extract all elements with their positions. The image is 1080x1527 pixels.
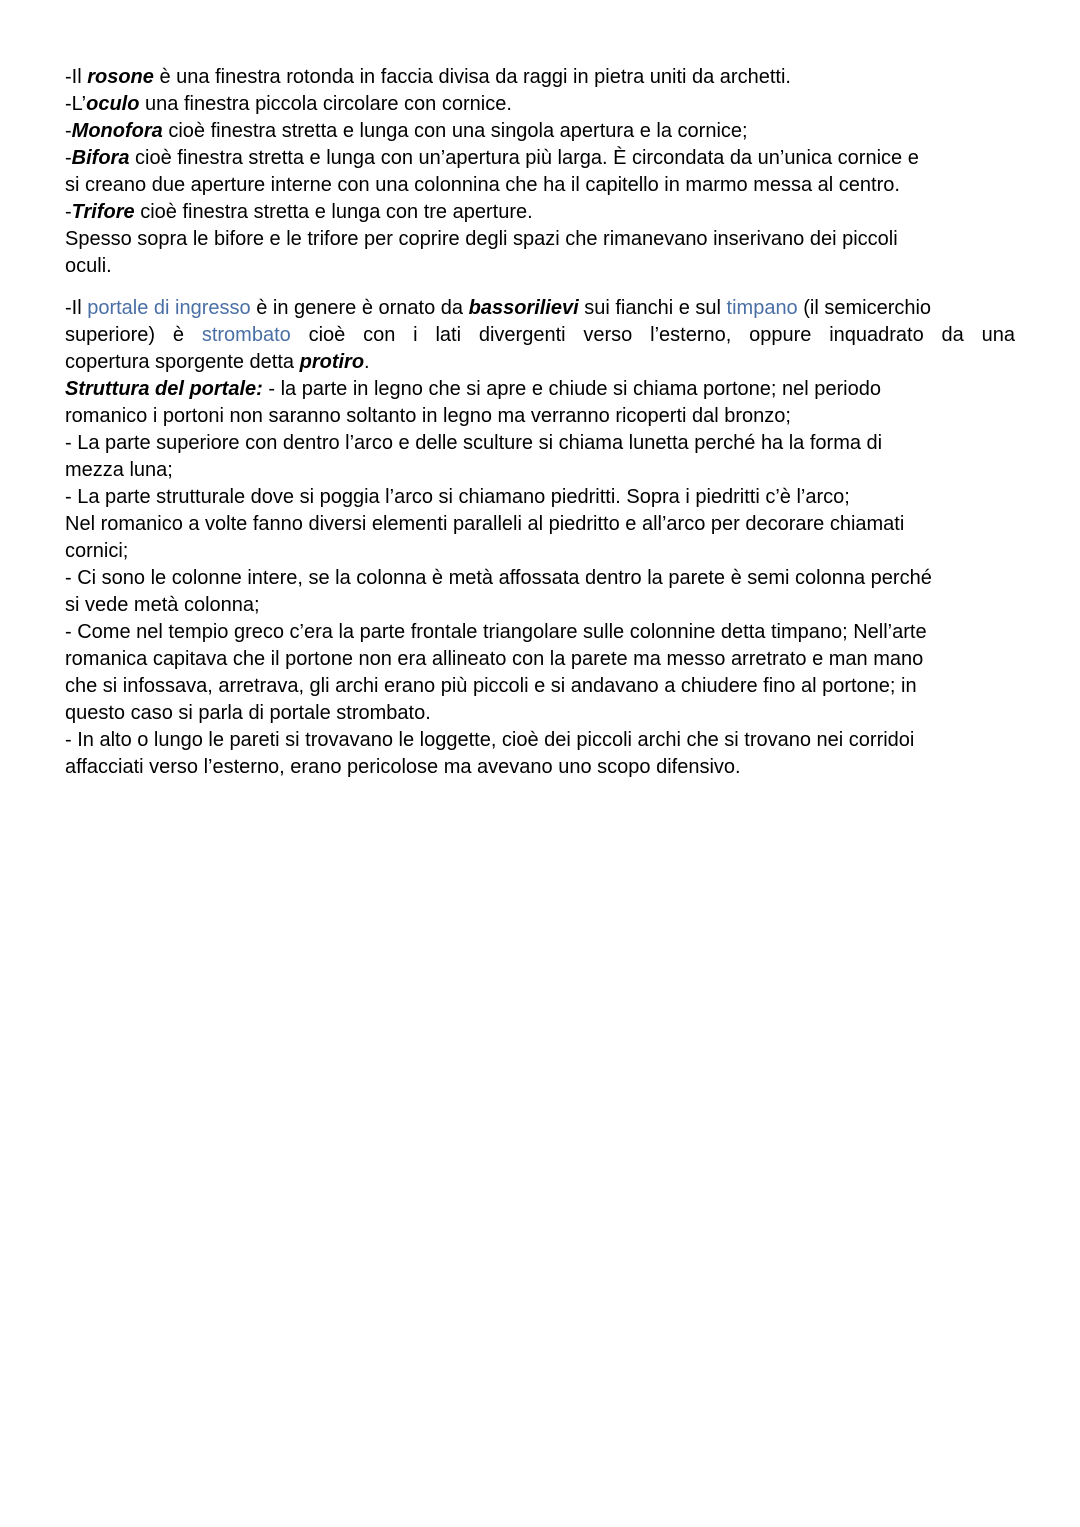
text-line: [65, 754, 1015, 781]
text-segment: (il semicerchio: [797, 297, 932, 319]
text-segment: si creano due aperture interne con una colonnina che ha il capitello in marmo messa al centro.: [65, 174, 900, 196]
highlighted-term: portale di ingresso: [87, 297, 251, 319]
text-segment: copertura sporgente detta: [65, 351, 300, 373]
text-line: [65, 700, 1015, 727]
text-segment: cioè finestra stretta e lunga con una singola apertura e la cornice;: [162, 120, 748, 142]
text-segment: si vede metà colonna;: [65, 594, 260, 616]
text-segment: - Ci sono le colonne intere, se la colonna è metà affossata dentro la parete è semi colonna perché: [65, 567, 932, 589]
emphasized-term: Trifore: [71, 201, 135, 223]
text-line: [65, 511, 1015, 538]
text-line: [65, 430, 1015, 457]
emphasized-term: oculo: [86, 93, 140, 115]
emphasized-term: bassorilievi: [468, 297, 579, 319]
text-segment: - La parte strutturale dove si poggia l’arco si chiamano piedritti. Sopra i piedritti c’è l’arco;: [65, 486, 850, 508]
text-segment: cioè finestra stretta e lunga con un’apertura più larga. È circondata da un’unica cornice e: [129, 147, 919, 169]
emphasized-term: protiro: [299, 351, 365, 373]
text-line: [65, 565, 1015, 592]
text-segment: -Il: [65, 297, 88, 319]
text-line: [65, 538, 1015, 565]
text-segment: -Il: [65, 66, 88, 88]
highlighted-term: strombato: [201, 324, 291, 346]
paragraph-gap: [65, 280, 1015, 295]
text-line: [65, 253, 1015, 280]
text-line: [65, 646, 1015, 673]
text-line: [65, 403, 1015, 430]
text-line: [65, 376, 1015, 403]
text-segment: .: [364, 351, 370, 373]
text-line: [65, 727, 1015, 754]
text-line: [65, 118, 1015, 145]
text-line: [65, 457, 1015, 484]
text-segment: - La parte superiore con dentro l’arco e delle sculture si chiama lunetta perché ha la forma di: [65, 432, 883, 454]
text-line: [65, 673, 1015, 700]
text-segment: sui fianchi e sul: [578, 297, 727, 319]
emphasized-term: rosone: [87, 66, 154, 88]
text-segment: romanica capitava che il portone non era allineato con la parete ma messo arretrato e man mano: [65, 648, 924, 670]
text-line: [65, 322, 1015, 349]
text-line: [65, 145, 1015, 172]
text-segment: Spesso sopra le bifore e le trifore per coprire degli spazi che rimanevano inserivano dei piccoli: [65, 228, 898, 250]
text-segment: cioè finestra stretta e lunga con tre aperture.: [134, 201, 533, 223]
text-line: [65, 484, 1015, 511]
text-segment: romanico i portoni non saranno soltanto in legno ma verranno ricoperti dal bronzo;: [65, 405, 791, 427]
text-segment: una finestra piccola circolare con cornice.: [139, 93, 512, 115]
text-line: [65, 64, 1015, 91]
text-segment: Nel romanico a volte fanno diversi elementi paralleli al piedritto e all’arco per decorare chiamati: [65, 513, 905, 535]
text-line: [65, 619, 1015, 646]
text-line: [65, 295, 1015, 322]
text-segment: cornici;: [65, 540, 129, 562]
text-segment: -: [65, 120, 72, 142]
text-segment: che si infossava, arretrava, gli archi erano più piccoli e si andavano a chiudere fino al portone; in: [65, 675, 917, 697]
text-line: [65, 199, 1015, 226]
text-segment: cioè con i lati divergenti verso l’esterno, oppure inquadrato da una: [290, 324, 1015, 346]
text-line: [65, 91, 1015, 118]
emphasized-term: Monofora: [71, 120, 163, 142]
text-segment: è una finestra rotonda in faccia divisa da raggi in pietra uniti da archetti.: [153, 66, 791, 88]
text-segment: -L’: [65, 93, 87, 115]
text-segment: - Come nel tempio greco c’era la parte frontale triangolare sulle colonnine detta timpano; Nell’arte: [65, 621, 927, 643]
highlighted-term: timpano: [726, 297, 798, 319]
emphasized-term: Bifora: [71, 147, 130, 169]
text-segment: - In alto o lungo le pareti si trovavano le loggette, cioè dei piccoli archi che si trovano nei corridoi: [65, 729, 915, 751]
text-line: [65, 172, 1015, 199]
text-segment: affacciati verso l’esterno, erano pericolose ma avevano uno scopo difensivo.: [65, 756, 741, 778]
text-line: [65, 592, 1015, 619]
text-line: [65, 226, 1015, 253]
text-line: [65, 349, 1015, 376]
text-segment: mezza luna;: [65, 459, 173, 481]
text-segment: è in genere è ornato da: [250, 297, 469, 319]
text-segment: -: [65, 147, 72, 169]
text-segment: oculi.: [65, 255, 112, 277]
document-page: [65, 64, 1015, 781]
text-segment: -: [65, 201, 72, 223]
text-segment: - la parte in legno che si apre e chiude si chiama portone; nel periodo: [262, 378, 881, 400]
emphasized-term: Struttura del portale:: [65, 378, 263, 400]
text-segment: superiore) è: [65, 324, 202, 346]
text-segment: questo caso si parla di portale strombato.: [65, 702, 431, 724]
